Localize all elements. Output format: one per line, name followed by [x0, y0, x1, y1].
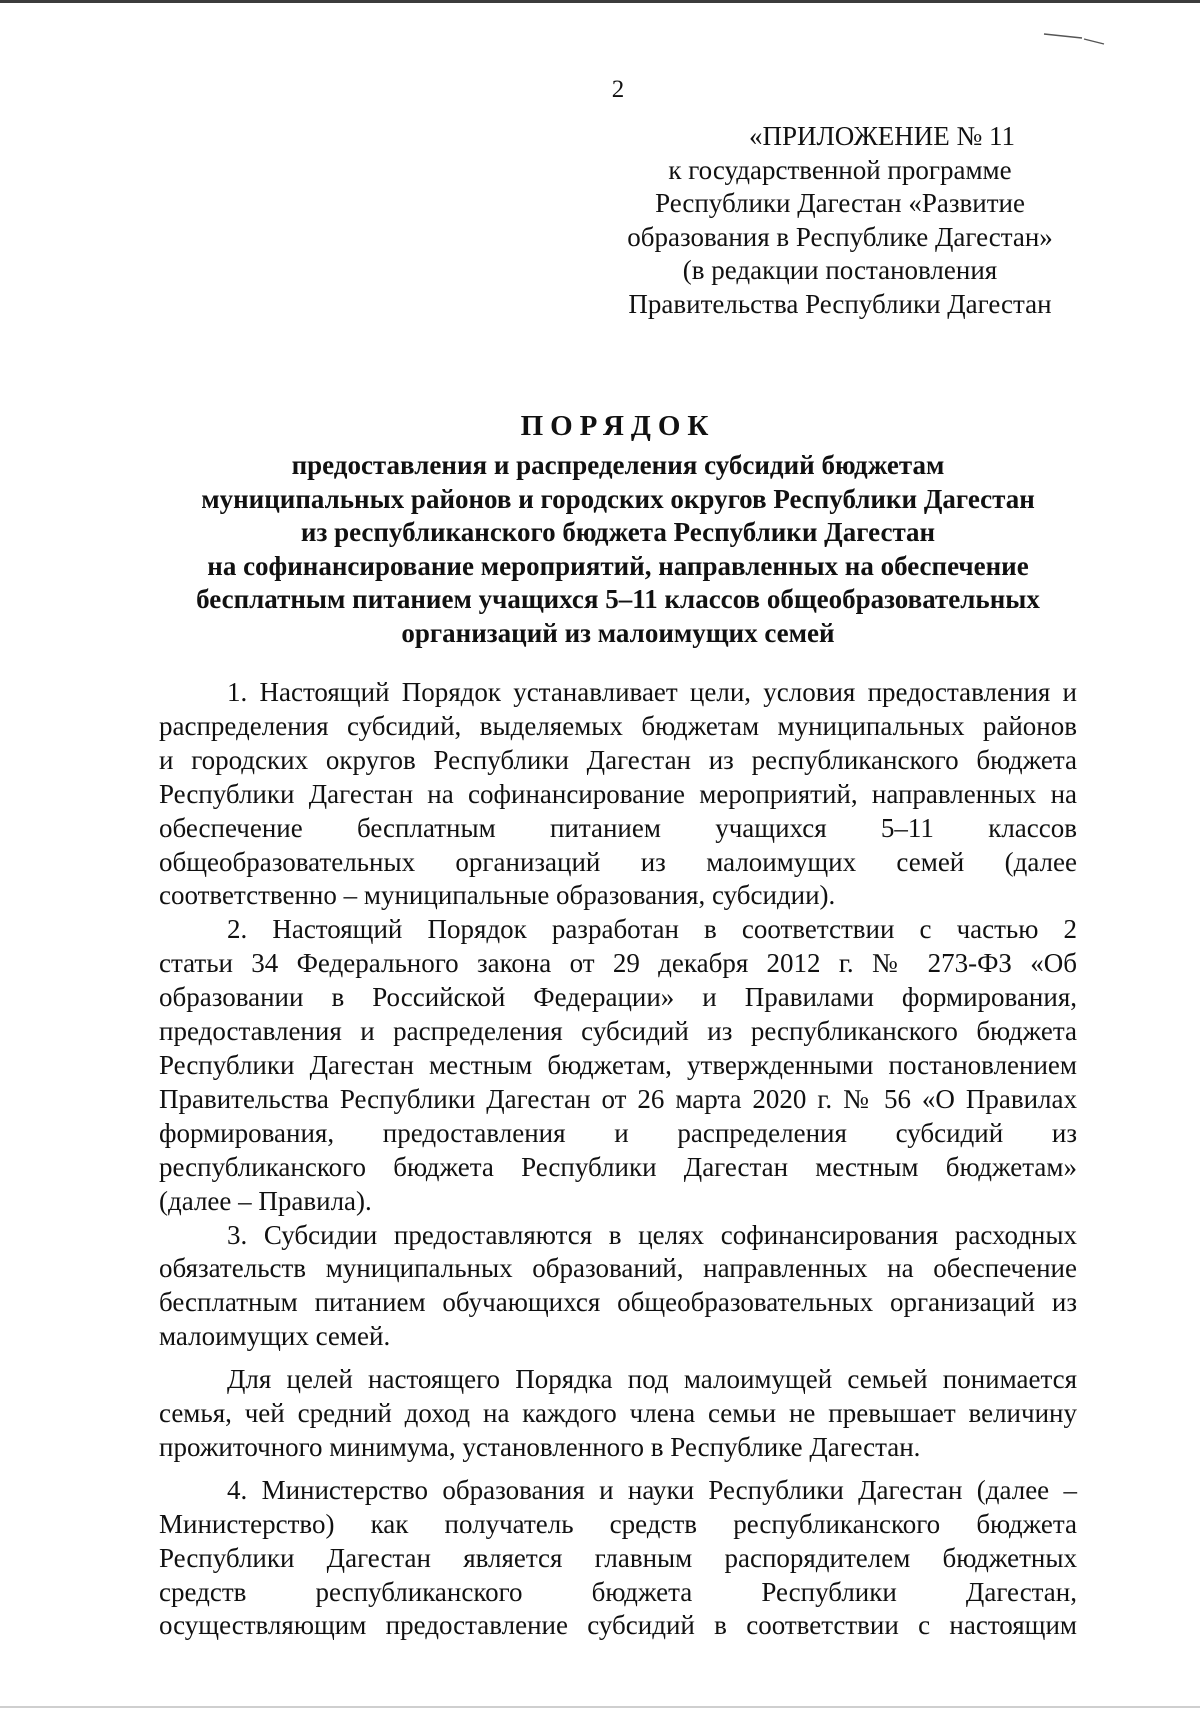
text-line: прожиточного минимума, установленного в Республике Дагестан.	[159, 1431, 921, 1462]
text-line: Министерство) как получатель средств республиканского бюджета	[159, 1508, 1077, 1539]
text-line: 2. Настоящий Порядок разработан в соответствии с частью 2	[227, 914, 1077, 945]
subtitle-line: организаций из малоимущих семей	[401, 617, 835, 648]
subtitle-line: предоставления и распределения субсидий бюджетам	[291, 450, 945, 480]
text-line: распределения субсидий, выделяемых бюджетам муниципальных районов	[159, 710, 1077, 741]
text-line: статьи 34 Федерального закона от 29 декабря 2012 г. № 273-ФЗ «Об	[159, 948, 1077, 979]
text-line: 3. Субсидии предоставляются в целях софинансирования расходных	[227, 1219, 1077, 1250]
text-line: малоимущих семей.	[159, 1321, 391, 1352]
paragraph-4	[159, 1474, 1077, 1644]
text-line: республиканского бюджета Республики Дагестан местным бюджетам»	[159, 1151, 1077, 1182]
text-line: обязательств муниципальных образований, направленных на обеспечение	[159, 1253, 1077, 1284]
text-line: предоставления и распределения субсидий из республиканского бюджета	[159, 1016, 1077, 1047]
text-line: обеспечение бесплатным питанием учащихся 5–11 классов	[159, 812, 1077, 843]
text-line: формирования, предоставления и распределения субсидий из	[159, 1117, 1077, 1148]
text-line: Республики Дагестан местным бюджетам, утвержденными постановлением	[159, 1049, 1077, 1080]
annex-line: (в редакции постановления	[682, 255, 998, 285]
annex-line: Республики Дагестан «Развитие	[655, 188, 1025, 218]
annex-line: «ПРИЛОЖЕНИЕ № 11	[748, 121, 1016, 151]
scan-bottom-edge	[0, 1706, 1200, 1708]
subtitle-line: бесплатным питанием учащихся 5–11 классов общеобразовательных	[196, 584, 1040, 615]
text-line: и городских округов Республики Дагестан из республиканского бюджета	[159, 744, 1077, 775]
document-title: ПОРЯДОК	[520, 410, 716, 442]
text-line: Республики Дагестан является главным распорядителем бюджетных	[159, 1542, 1077, 1573]
subtitle-line: на софинансирование мероприятий, направленных на обеспечение	[207, 550, 1029, 581]
document-subtitle	[156, 449, 1080, 651]
text-line: бесплатным питанием обучающихся общеобразовательных организаций из	[159, 1287, 1077, 1318]
document-body	[159, 676, 1077, 1643]
text-line: семья, чей средний доход на каждого члена семьи не превышает величину	[159, 1398, 1077, 1429]
text-line: (далее – Правила).	[159, 1185, 372, 1216]
scan-top-edge	[0, 0, 1200, 3]
annex-line: Правительства Республики Дагестан	[628, 288, 1052, 319]
text-line: Республики Дагестан на софинансирование мероприятий, направленных на	[159, 778, 1077, 809]
scan-mark	[1042, 30, 1106, 46]
page-number: 2	[611, 76, 625, 103]
paragraph-1	[159, 676, 1077, 913]
text-line: общеобразовательных организаций из малоимущих семей (далее	[159, 846, 1077, 877]
paragraph-2	[159, 913, 1077, 1218]
text-line: Правительства Республики Дагестан от 26 марта 2020 г. № 56 «О Правилах	[159, 1083, 1077, 1114]
text-line: образовании в Российской Федерации» и Правилами формирования,	[159, 982, 1077, 1013]
text-line: соответственно – муниципальные образования, субсидии).	[159, 880, 836, 911]
text-line: 1. Настоящий Порядок устанавливает цели, условия предоставления и	[227, 677, 1077, 707]
annex-line: к государственной программе	[668, 154, 1012, 185]
paragraph-3	[159, 1219, 1077, 1355]
paragraph-3-definition	[159, 1363, 1077, 1465]
text-line: средств республиканского бюджета Республики Дагестан,	[159, 1576, 1077, 1607]
text-line: осуществляющим предоставление субсидий в соответствии с настоящим	[159, 1610, 1077, 1641]
subtitle-line: из республиканского бюджета Республики Дагестан	[300, 517, 936, 548]
text-line: Для целей настоящего Порядка под малоимущей семьей понимается	[227, 1364, 1077, 1395]
annex-line: образования в Республике Дагестан»	[627, 221, 1053, 252]
annex-header	[600, 120, 1080, 321]
text-line: 4. Министерство образования и науки Республики Дагестан (далее –	[227, 1474, 1077, 1505]
subtitle-line: муниципальных районов и городских округов Республики Дагестан	[201, 483, 1035, 514]
